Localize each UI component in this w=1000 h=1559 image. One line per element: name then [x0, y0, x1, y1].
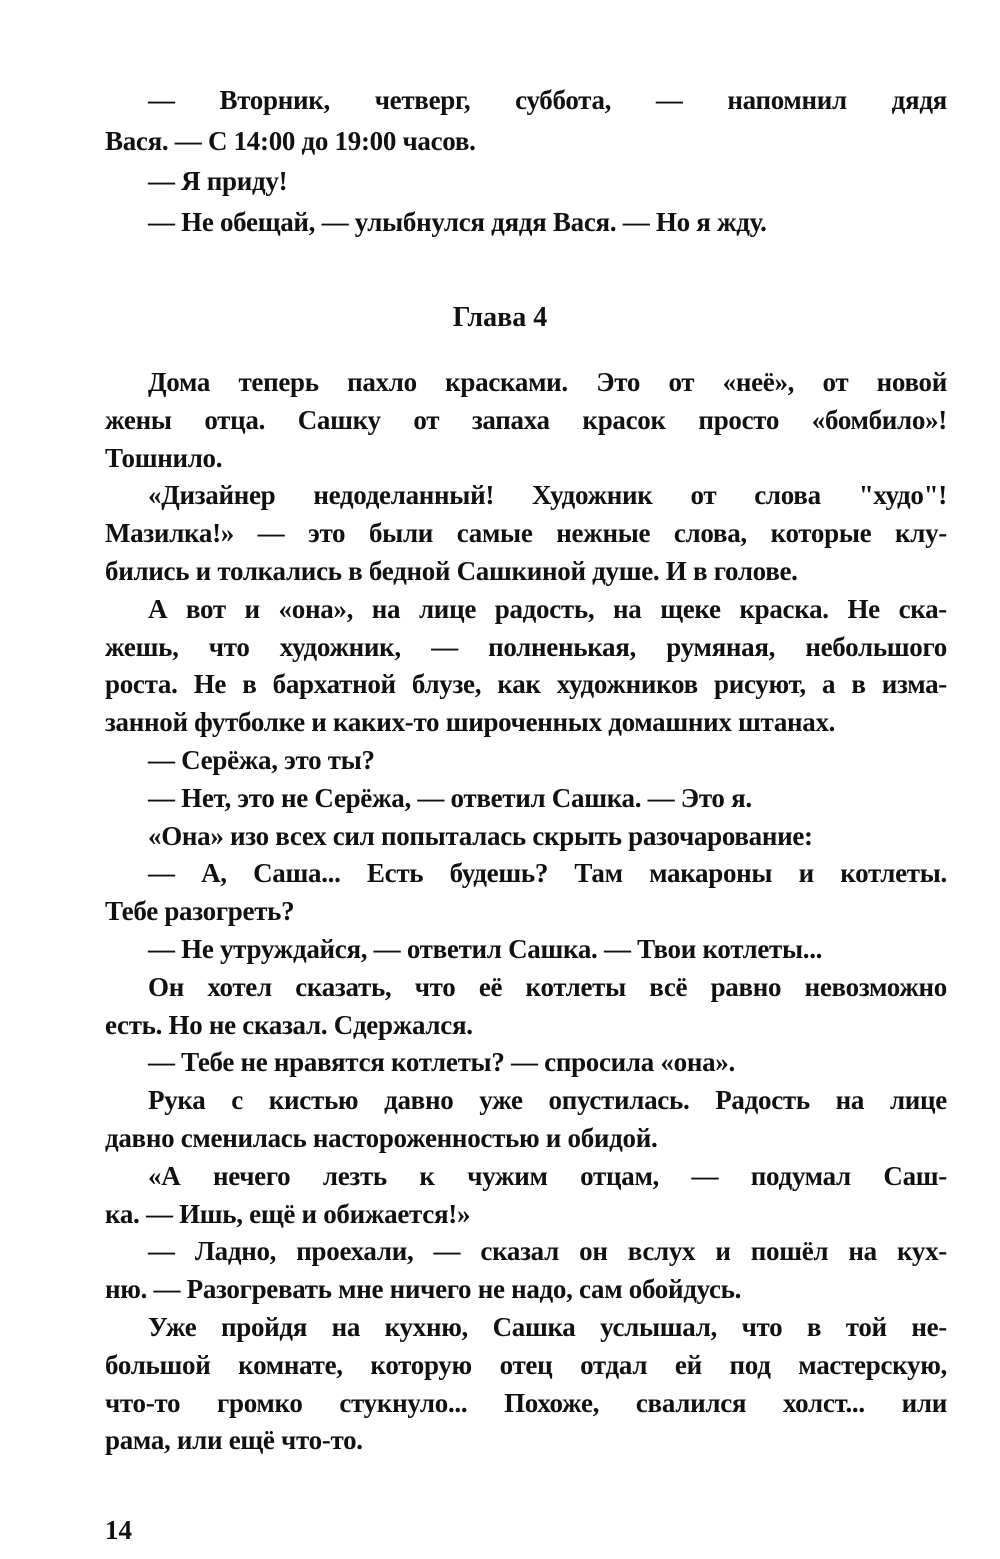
text-line: — Не утруждайся, — ответил Сашка. — Твои котлеты... — [148, 933, 823, 964]
paragraph — [105, 80, 947, 161]
text-line: жены отца. Сашку от запаха красок просто «бомбило»! — [105, 404, 947, 435]
paragraph — [105, 931, 947, 969]
text-line: «А нечего лезть к чужим отцам, — подумал Саш- — [148, 1160, 947, 1191]
text-line: «Дизайнер недоделанный! Художник от слова "худо"! — [148, 480, 947, 511]
paragraph — [105, 161, 947, 202]
text-line: Он хотел сказать, что её котлеты всё равно невозможно — [148, 971, 947, 1002]
text-line: — Я приду! — [148, 166, 288, 197]
paragraph — [105, 1233, 947, 1309]
text-line: — Тебе не нравятся котлеты? — спросила «она». — [148, 1047, 735, 1078]
paragraph — [105, 591, 947, 742]
text-line: жешь, что художник, — полненькая, румяная, небольшого — [105, 631, 947, 662]
text-line: Рука с кистью давно уже опустилась. Радость на лице — [148, 1085, 947, 1116]
text-line: давно сменилась настороженностью и обидой. — [105, 1122, 658, 1153]
text-line: — Серёжа, это ты? — [148, 744, 375, 775]
text-line: Дома теперь пахло красками. Это от «неё», от новой — [148, 367, 947, 397]
text-line: Тошнило. — [105, 442, 223, 473]
text-line: большой комнате, которую отец отдал ей под мастерскую, — [105, 1349, 947, 1380]
paragraph — [105, 780, 947, 818]
text-line: ка. — Ишь, ещё и обижается!» — [105, 1198, 471, 1229]
text-line: что-то громко стукнуло... Похоже, свалился холст... или — [105, 1387, 947, 1418]
text-line: роста. Не в бархатной блузе, как художников рисуют, а в изма- — [105, 669, 947, 700]
text-line: Мазилка!» — это были самые нежные слова, которые клу- — [105, 518, 947, 549]
text-line: «Она» изо всех сил попыталась скрыть разочарование: — [148, 820, 813, 851]
text-line: — Ладно, проехали, — сказал он вслух и пошёл на кух- — [148, 1236, 947, 1267]
text-line: занной футболке и каких-то широченных домашних штанах. — [105, 707, 836, 738]
paragraph — [105, 1044, 947, 1082]
paragraph — [105, 477, 947, 590]
paragraph — [105, 202, 947, 243]
text-line: Тебе разогреть? — [105, 896, 295, 927]
paragraph — [105, 818, 947, 856]
text-line: — Вторник, четверг, суббота, — напомнил дядя — [148, 85, 947, 115]
text-line: — Нет, это не Серёжа, — ответил Сашка. — Это я. — [148, 782, 752, 813]
paragraph — [105, 969, 947, 1045]
paragraph — [105, 742, 947, 780]
paragraph — [105, 1082, 947, 1158]
paragraph — [105, 364, 947, 477]
text-line: бились и толкались в бедной Сашкиной душе. И в голове. — [105, 555, 798, 586]
text-line: — Не обещай, — улыбнулся дядя Вася. — Но я жду. — [148, 207, 767, 238]
paragraph — [105, 855, 947, 931]
page-number: 14 — [105, 1515, 132, 1545]
text-line: рама, или ещё что-то. — [105, 1425, 363, 1456]
paragraph — [105, 1309, 947, 1460]
text-line: А вот и «она», на лице радость, на щеке краска. Не ска- — [148, 593, 947, 624]
text-line: Вася. — С 14:00 до 19:00 часов. — [105, 125, 476, 156]
text-line: Уже пройдя на кухню, Сашка услышал, что в той не- — [148, 1311, 947, 1342]
text-line: ню. — Разогревать мне ничего не надо, сам обойдусь. — [105, 1274, 742, 1305]
paragraph — [105, 1158, 947, 1234]
dialogue-block — [105, 80, 947, 243]
chapter-title: Глава 4 — [452, 302, 548, 333]
chapter-text — [105, 364, 947, 1460]
text-line: — А, Саша... Есть будешь? Там макароны и котлеты. — [148, 858, 947, 889]
text-line: есть. Но не сказал. Сдержался. — [105, 1009, 473, 1040]
